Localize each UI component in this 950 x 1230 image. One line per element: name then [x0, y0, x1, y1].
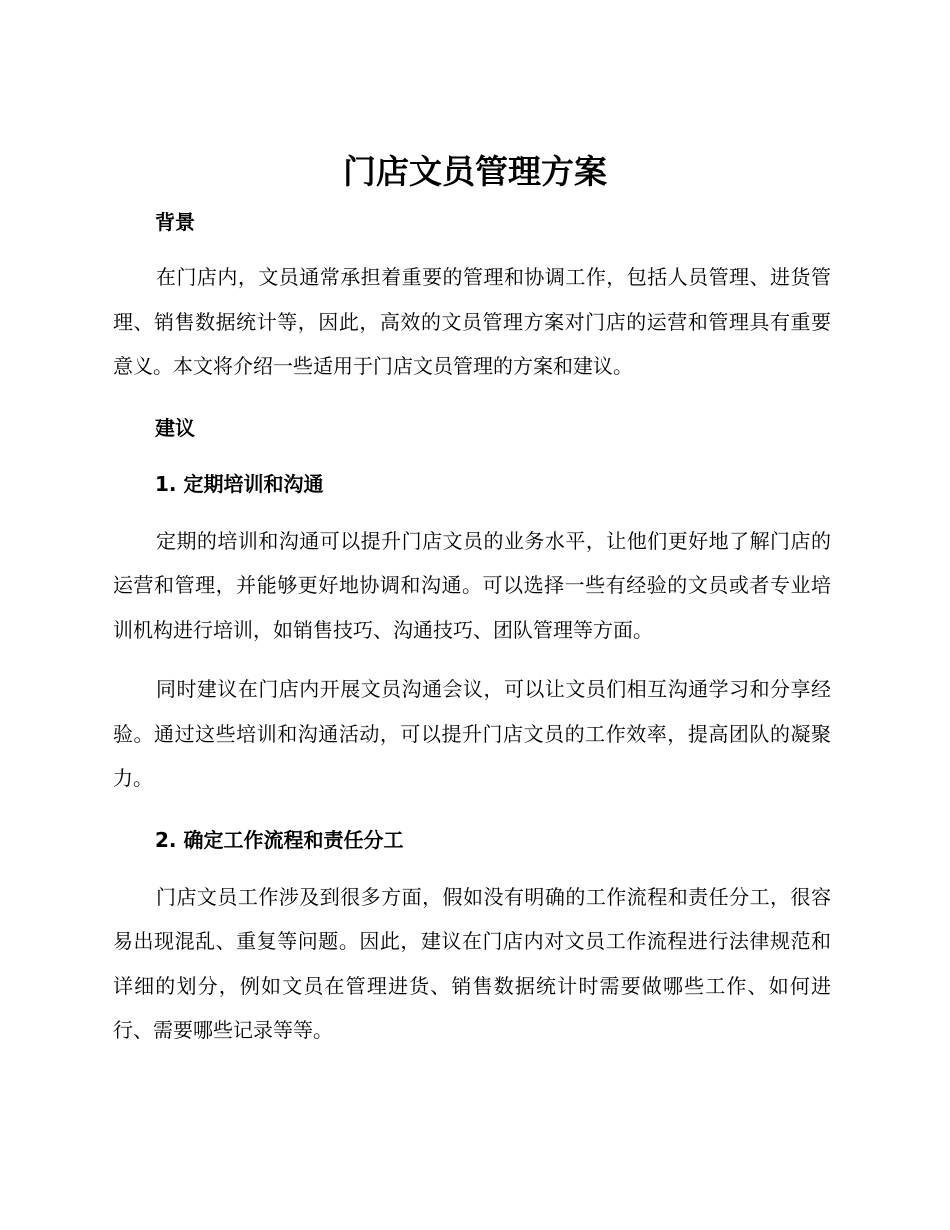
section-heading-background: 背景	[155, 210, 195, 234]
subsection-heading-workflow: 2. 确定工作流程和责任分工	[155, 827, 404, 852]
paragraph-training-1: 定期的培训和沟通可以提升门店文员的业务水平，让他们更好地了解门店的运营和管理，并能够更好地协调和沟通。可以选择一些有经验的文员或者专业培训机构进行培训，如销售技巧、沟通技巧、团队管理等方面。	[113, 528, 831, 642]
document-title: 门店文员管理方案	[343, 152, 607, 191]
paragraph-background: 在门店内，文员通常承担着重要的管理和协调工作，包括人员管理、进货管理、销售数据统计等，因此，高效的文员管理方案对门店的运营和管理具有重要意义。本文将介绍一些适用于门店文员管理的方案和建议。	[113, 265, 831, 378]
subsection-heading-training: 1. 定期培训和沟通	[155, 471, 324, 496]
paragraph-workflow-1: 门店文员工作涉及到很多方面，假如没有明确的工作流程和责任分工，很容易出现混乱、重复等问题。因此，建议在门店内对文员工作流程进行法律规范和详细的划分，例如文员在管理进货、销售数据统计时需要做哪些工作、如何进行、需要哪些记录等等。	[113, 884, 831, 1042]
document-body	[113, 205, 831, 1053]
section-heading-suggestions: 建议	[155, 415, 195, 440]
paragraph-training-2: 同时建议在门店内开展文员沟通会议，可以让文员们相互沟通学习和分享经验。通过这些培训和沟通活动，可以提升门店文员的工作效率，提高团队的凝聚力。	[113, 677, 831, 790]
